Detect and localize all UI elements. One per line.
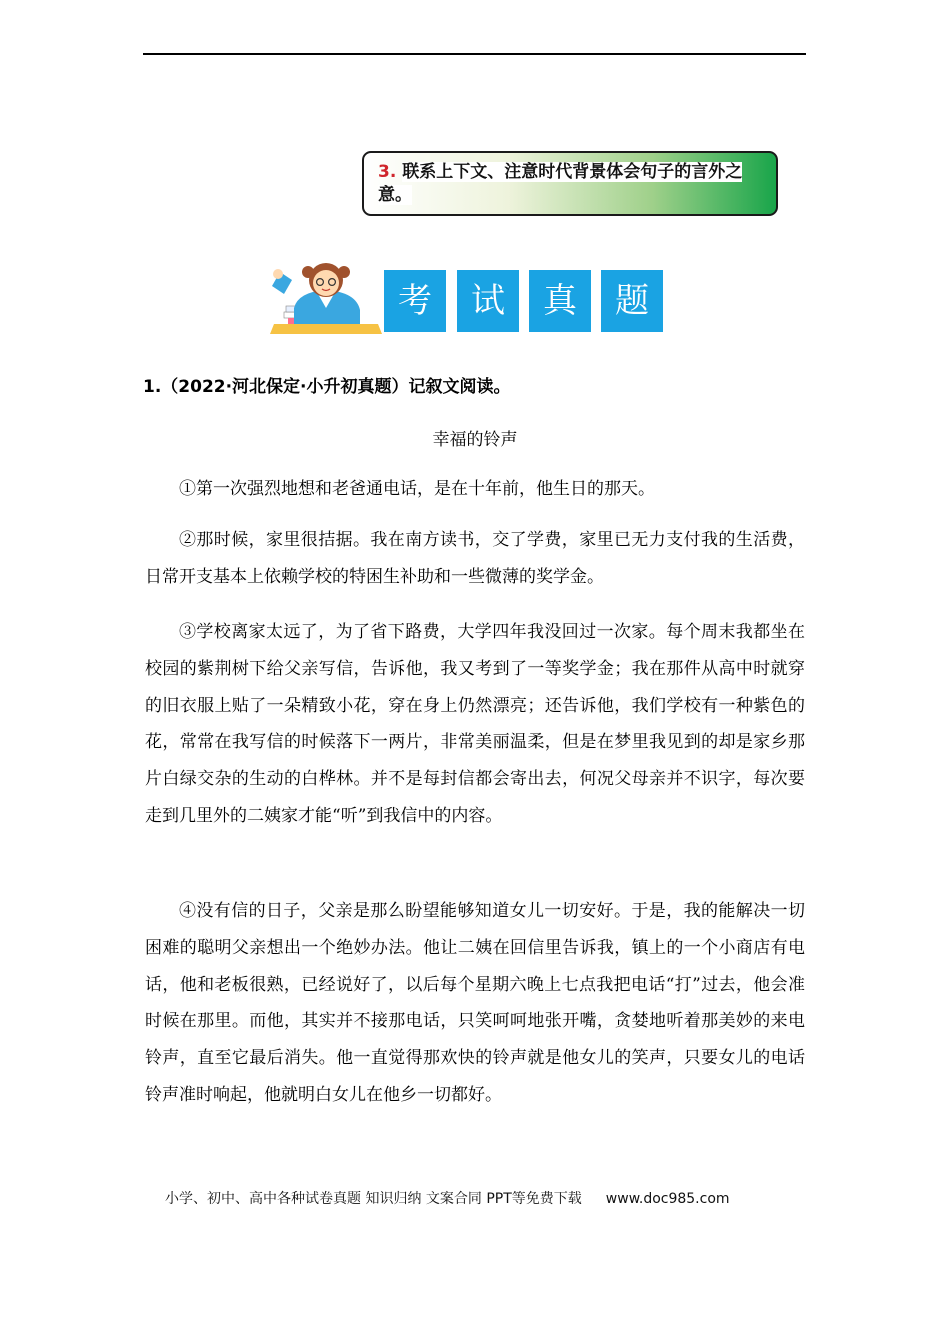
exam-banner bbox=[270, 258, 670, 336]
banner-tile-3: 真 bbox=[529, 270, 591, 332]
paragraph-1: ①第一次强烈地想和老爸通电话，是在十年前，他生日的那天。 bbox=[179, 479, 655, 499]
footer-text: 小学、初中、高中各种试卷真题 知识归纳 文案合同 PPT等免费下载 bbox=[165, 1191, 582, 1207]
tip-number: 3. bbox=[378, 162, 397, 182]
footer-site-link[interactable]: www.doc985.com bbox=[605, 1191, 730, 1207]
banner-tile-1: 考 bbox=[384, 270, 446, 332]
girl-reading-mascot-icon bbox=[270, 258, 382, 336]
paragraph-3: ③学校离家太远了，为了省下路费，大学四年我没回过一次家。每个周末我都坐在校园的紫荆树下给父亲写信，告诉他，我又考到了一等奖学金；我在那件从高中时就穿的旧衣服上贴了一朵精致小花，穿在身上仍然漂亮；还告诉他，我们学校有一种紫色的花，常常在我写信的时候落下一两片，非常美丽温柔，但是在梦里我见到的却是家乡那片白绿交杂的生动的白桦林。并不是每封信都会寄出去，何况父母亲并不识字，每次要走到几里外的二姨家才能“听”到我信中的内容。 bbox=[145, 622, 805, 826]
article-title: 幸福的铃声 bbox=[432, 430, 518, 450]
footer bbox=[165, 1188, 730, 1208]
paragraph-2: ②那时候，家里很拮据。我在南方读书，交了学费，家里已无力支付我的生活费，日常开支基本上依赖学校的特困生补助和一些微薄的奖学金。 bbox=[145, 530, 805, 587]
banner-tile-2: 试 bbox=[457, 270, 519, 332]
paragraph-4: ④没有信的日子，父亲是那么盼望能够知道女儿一切安好。于是，我的能解决一切困难的聪明父亲想出一个绝妙办法。他让二姨在回信里告诉我，镇上的一个小商店有电话，他和老板很熟，已经说好了，以后每个星期六晚上七点我把电话“打”过去，他会准时候在那里。而他，其实并不接那电话，只笑呵呵地张开嘴，贪婪地听着那美妙的来电铃声，直至它最后消失。他一直觉得那欢快的铃声就是他女儿的笑声，只要女儿的电话铃声准时响起，他就明白女儿在他乡一切都好。 bbox=[145, 901, 805, 1105]
banner-tile-4: 题 bbox=[601, 270, 663, 332]
tip-box bbox=[362, 151, 778, 216]
header-rule bbox=[143, 53, 806, 55]
tip-text: 联系上下文、注意时代背景体会句子的言外之意。 bbox=[378, 162, 743, 205]
question-heading: 1.（2022·河北保定·小升初真题）记叙文阅读。 bbox=[143, 377, 511, 397]
